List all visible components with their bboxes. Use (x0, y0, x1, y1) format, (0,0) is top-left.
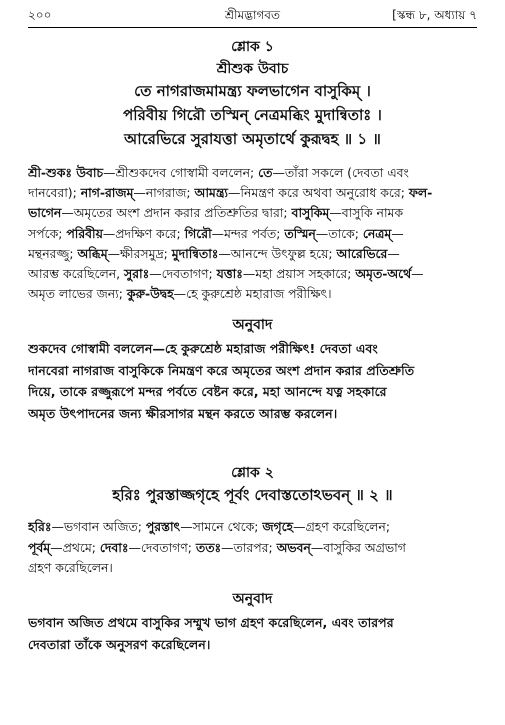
verse-2-translation (28, 612, 477, 655)
book-title: শ্রীমদ্ভাগবত (224, 8, 280, 22)
sanskrit-term: তে (258, 165, 273, 180)
term-meaning: — (391, 225, 404, 241)
verse-1-line-3: আরেভিরে সুরাযত্তা অমৃতার্থে কুরূদ্বহ ॥ ১ ॥ (124, 130, 381, 148)
sanskrit-term: নেত্রম্ (362, 225, 392, 241)
term-meaning: —ভগবান অজিত; (51, 519, 146, 535)
term-meaning: —ক্ষীরসমুদ্র; (107, 245, 172, 261)
verse-1-synonym-line (28, 264, 477, 284)
sanskrit-term: ততঃ (195, 539, 222, 555)
verse-1-synonym-line (28, 183, 477, 203)
term-meaning: —নিমন্ত্রণ করে অথবা অনুরোধ করে; (228, 185, 409, 201)
term-meaning: —আনন্দে উৎফুল্ল হয়ে; (218, 245, 337, 261)
sanskrit-term: ফল- (408, 185, 433, 201)
term-meaning: —তারপর; (221, 539, 277, 555)
sanskrit-term: পূর্বম্ (28, 539, 51, 555)
term-meaning: অমৃত লাভের জন্য; (28, 286, 127, 302)
sanskrit-term: গিরৌ (184, 225, 212, 241)
verse-1-synonym-line (28, 224, 477, 244)
sanskrit-term: অব্ধিম্ (77, 245, 108, 261)
sanskrit-term: জগৃহে (262, 519, 294, 535)
verse-1-synonym-line (28, 244, 477, 264)
sanskrit-term: শ্রী-শুকঃ উবাচ (28, 165, 104, 180)
term-meaning: —প্রদক্ষিণ করে; (102, 225, 185, 241)
term-meaning: — (411, 266, 424, 282)
term-meaning: —বাসুকির অগ্রভাগ (310, 539, 406, 555)
sanskrit-term: তস্মিন্ (284, 225, 316, 241)
verse-2-synonyms (28, 517, 477, 578)
sanskrit-term: বাসুকিম্ (291, 205, 330, 221)
sanskrit-term: অমৃত-অর্থে (355, 266, 412, 282)
verse-2-translation-heading: অনুবাদ (232, 591, 273, 608)
verse-1-line-1: তে নাগরাজমামন্ত্র্য ফলভাগেন বাসুকিম্ । (134, 82, 371, 100)
running-header (28, 6, 477, 28)
sanskrit-term: মুদান্বিতাঃ (171, 245, 219, 261)
sanskrit-term: সুরাঃ (124, 266, 150, 282)
term-meaning: —মহা প্রয়াস সহকারে; (242, 266, 356, 282)
verse-2-synonym-line (28, 517, 477, 537)
verse-2-label: শ্লোক ২ (231, 465, 274, 482)
term-meaning: দানবেরা); (28, 185, 81, 201)
verse-2-translation-line: দেবতারা তাঁকে অনুসরণ করেছিলেন। (28, 636, 211, 652)
verse-1-synonyms (28, 163, 477, 304)
sanskrit-term: নাগ-রাজম্ (80, 185, 134, 201)
verse-1-line-2: পরিবীয় গিরৌ তস্মিন্ নেত্রমব্ধিং মুদান্বিতাঃ । (123, 106, 382, 124)
sanskrit-term: অভবন্ (276, 539, 311, 555)
sanskrit-term: হরিঃ (28, 519, 52, 535)
term-meaning: —বাসুকি নামক (329, 205, 404, 221)
sanskrit-term: আরেভিরে (336, 245, 388, 261)
sanskrit-term: যত্তাঃ (216, 266, 243, 282)
verse-1-speaker: শ্রীশুক উবাচ (216, 61, 289, 77)
sanskrit-term: দেবাঃ (99, 539, 129, 555)
term-meaning: —দেবতাগণ; (128, 539, 196, 555)
term-meaning: —তাঁরা সকলে (দেবতা এবং (272, 165, 409, 180)
term-meaning: —নাগরাজ; (133, 185, 195, 201)
verse-2-synonym-line (28, 538, 477, 558)
verse-2-line-1: হরিঃ পুরস্তাজ্জগৃহে পূর্বং দেবাস্ততোঽভবন্ ॥ ২ ॥ (112, 486, 393, 505)
verse-2-synonym-line (28, 558, 477, 578)
sanskrit-term: আমন্ত্র্য (194, 185, 229, 201)
verse-1-translation-heading: অনুবাদ (232, 317, 273, 334)
sanskrit-term: পুরস্তাৎ (145, 519, 181, 535)
sanskrit-term: ভাগেন (28, 205, 62, 221)
chapter-reference: [স্কন্ধ ৮, অধ্যায় ৭ (392, 8, 477, 22)
term-meaning: গ্রহণ করেছিলেন। (28, 559, 113, 575)
verse-1-synonym-line (28, 163, 477, 183)
term-meaning: —তাকে; (315, 225, 363, 241)
term-meaning: —প্রথমে; (50, 539, 100, 555)
term-meaning: —মন্দর পর্বত; (211, 225, 285, 241)
term-meaning: আরম্ভ করেছিলেন, (28, 266, 125, 282)
verse-1-translation (28, 338, 477, 424)
term-meaning: —সামনে থেকে; (180, 519, 263, 535)
verse-1-translation-line: দানবেরা নাগরাজ বাসুকিকে নিমন্ত্রণ করে অমৃতের অংশ প্রদান করার প্রতিশ্রুতি (28, 362, 415, 378)
verse-1-translation-line: অমৃত উৎপাদনের জন্য ক্ষীরসাগর মন্থন করতে আরম্ভ করলেন। (28, 405, 338, 421)
verse-1-translation-line: শুকদেব গোস্বামী বললেন—হে কুরুশ্রেষ্ঠ মহারাজ পরীক্ষিৎ! দেবতা এবং (28, 341, 378, 357)
verse-1-label: শ্লোক ১ (231, 39, 274, 55)
term-meaning: —শ্রীশুকদেব গোস্বামী বললেন; (103, 165, 259, 180)
sanskrit-term: পরিবীয় (66, 225, 103, 241)
term-meaning: —হে কুরুশ্রেষ্ঠ মহারাজ পরীক্ষিৎ। (173, 286, 332, 302)
verse-1-synonym-line (28, 203, 477, 223)
term-meaning: মন্থনরজ্জু; (28, 245, 78, 261)
sanskrit-term: কুরু-উদ্বহ (126, 286, 174, 302)
term-meaning: সর্পকে; (28, 225, 67, 241)
term-meaning: —গ্রহণ করেছিলেন; (293, 519, 390, 535)
term-meaning: — (387, 245, 400, 261)
term-meaning: —দেবতাগণ; (149, 266, 217, 282)
verse-2-translation-line: ভগবান অজিত প্রথমে বাসুকির সম্মুখ ভাগ গ্রহণ করেছিলেন, এবং তারপর (28, 615, 394, 631)
term-meaning: —অমৃতের অংশ প্রদান করার প্রতিশ্রুতির দ্বারা; (61, 205, 292, 221)
verse-1-translation-line: দিয়ে, তাকে রজ্জুরূপে মন্দর পর্বতে বেষ্টন করে, মহা আনন্দে যত্ন সহকারে (28, 384, 387, 400)
verse-1-synonym-line (28, 284, 477, 304)
page-number: ২০০ (28, 8, 52, 22)
